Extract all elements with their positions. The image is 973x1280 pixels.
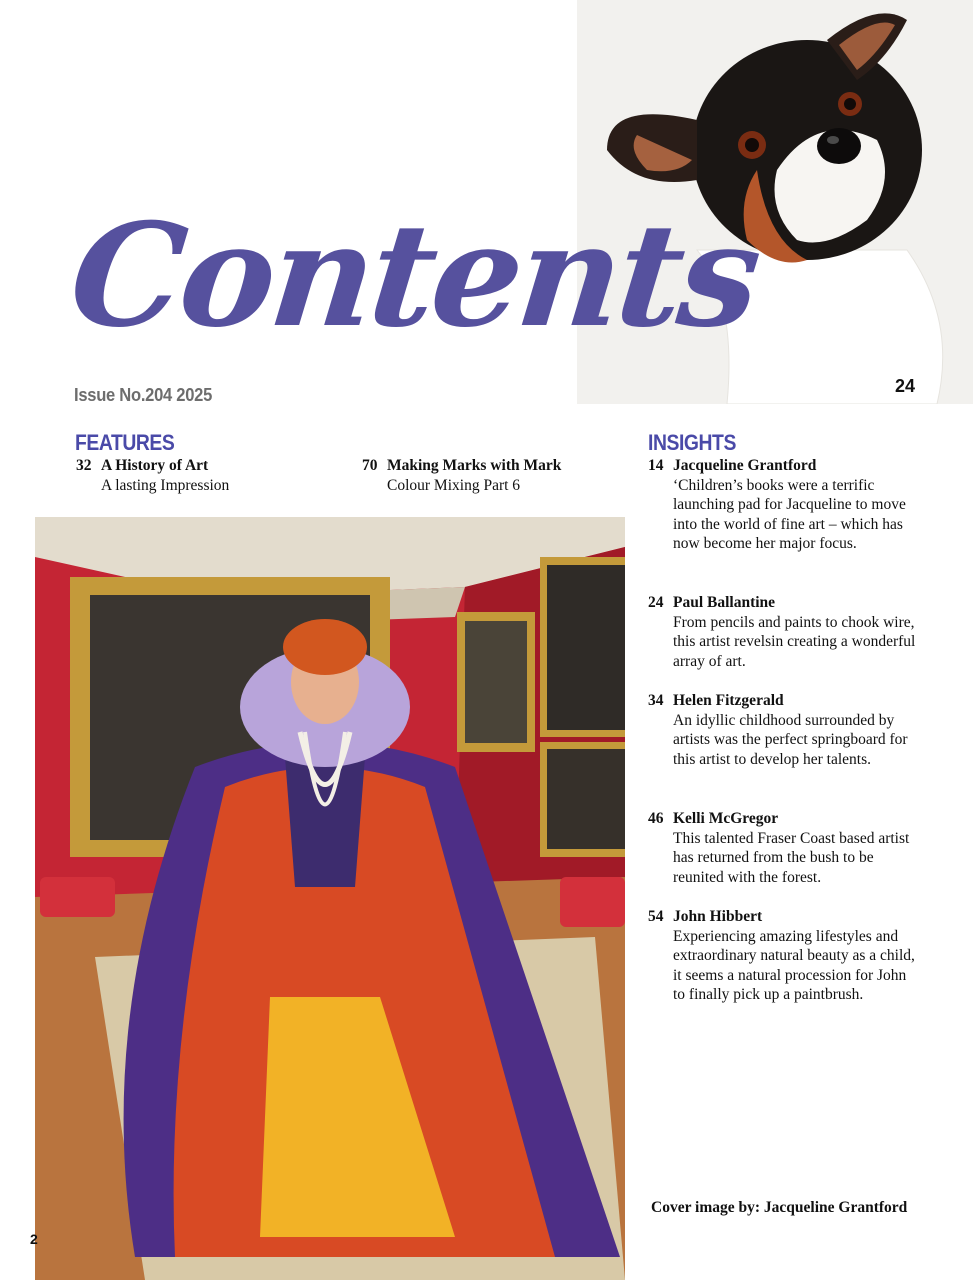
entry-title: A History of Art <box>101 457 209 474</box>
entry-page-number: 14 <box>648 457 664 474</box>
entry-title: Jacqueline Grantford <box>673 457 817 474</box>
insight-entry[interactable] <box>648 809 918 887</box>
issue-label: Issue No.204 2025 <box>74 385 213 405</box>
entry-page-number: 46 <box>648 810 664 827</box>
entry-description: ‘Children’s books were a terrific launching pad for Jacqueline to move into the world of fine art – which has now become her major focus. <box>673 476 906 553</box>
features-heading: FEATURES <box>75 430 175 455</box>
page-title: Contents <box>63 193 765 359</box>
entry-page-number: 70 <box>362 457 378 474</box>
entry-description: This talented Fraser Coast based artist has returned from the bush to be reunited with the forest. <box>673 829 910 886</box>
entry-title: Paul Ballantine <box>673 594 776 611</box>
feature-entry[interactable] <box>76 456 336 495</box>
insight-entry[interactable] <box>648 593 918 671</box>
entry-description: From pencils and paints to chook wire, this artist revelsin creating a wonderful array of art. <box>673 613 916 670</box>
insight-entry[interactable] <box>648 691 918 769</box>
dog-image-page-ref: 24 <box>894 376 915 396</box>
entry-title: Making Marks with Mark <box>387 457 562 474</box>
insight-entry[interactable] <box>648 907 918 1005</box>
entry-description: A lasting Impression <box>101 476 230 494</box>
insight-entry[interactable] <box>648 456 918 554</box>
entry-page-number: 54 <box>648 908 664 925</box>
entry-description: Experiencing amazing lifestyles and extraordinary natural beauty as a child, it seems a natural procession for John to finally pick up a paintbrush. <box>673 927 915 1004</box>
entry-description: An idyllic childhood surrounded by artists was the perfect springboard for this artist to develop her talents. <box>673 711 908 768</box>
entry-title: John Hibbert <box>673 908 763 925</box>
insights-heading: INSIGHTS <box>648 430 736 455</box>
entry-page-number: 32 <box>76 457 92 474</box>
entry-page-number: 24 <box>648 594 664 611</box>
entry-title: Kelli McGregor <box>673 810 779 827</box>
feature-entry[interactable] <box>362 456 622 495</box>
entry-title: Helen Fitzgerald <box>673 692 784 709</box>
cover-painting-image <box>35 517 625 1280</box>
cover-credit: Cover image by: Jacqueline Grantford <box>651 1199 908 1216</box>
page-number: 2 <box>30 1231 38 1247</box>
entry-description: Colour Mixing Part 6 <box>387 476 521 494</box>
entry-page-number: 34 <box>648 692 664 709</box>
